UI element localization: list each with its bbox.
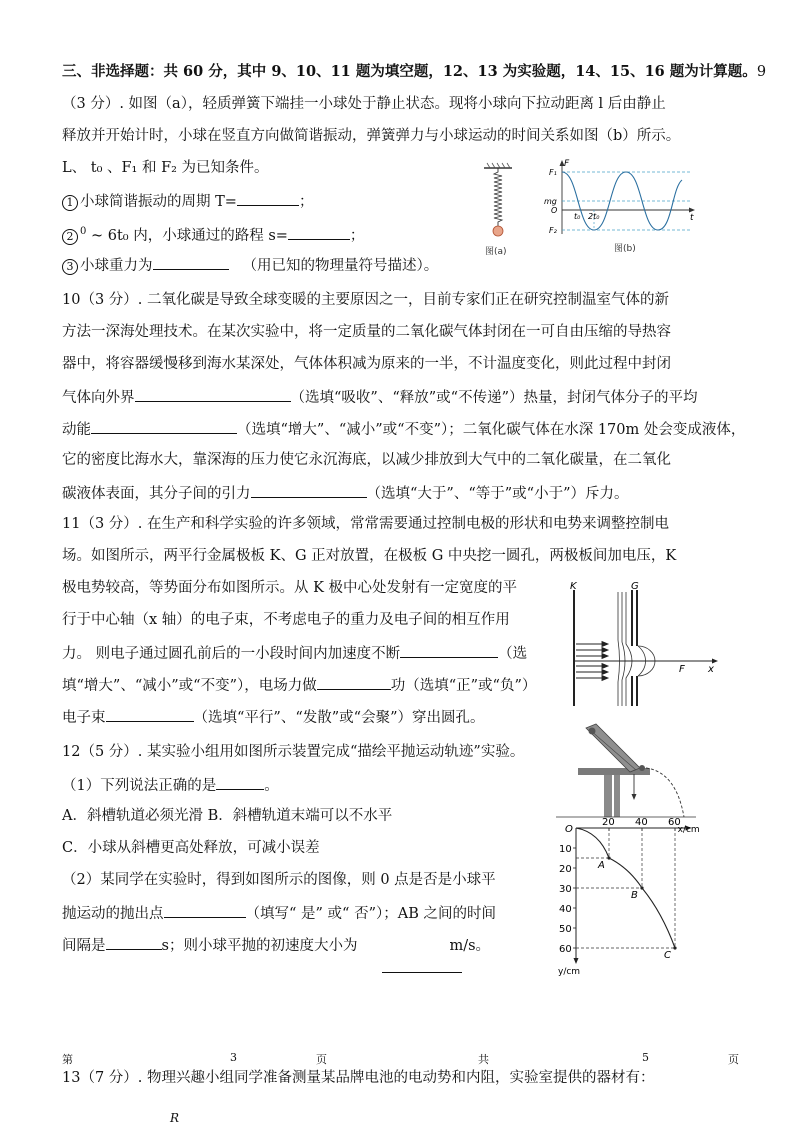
q11-answer-blank-1[interactable]	[400, 642, 498, 658]
q10-line7	[62, 482, 628, 504]
q12-line7-b: s；则小球平抛的初速度大小为	[161, 938, 358, 954]
q11-line6-a: 填“增大”、“减小”或“不变”），电场力做	[62, 678, 317, 694]
q10-line5-b: （选填“增大”、“减小”或“不变”）；二氧化碳气体在水深 170m 处会变成液体，	[237, 422, 746, 438]
q9-sub1-end: ；	[298, 194, 314, 210]
y-tick-label: 60	[559, 944, 572, 955]
q11-line4: 行于中心轴（x 轴）的电子束，不考虑电子的重力及电子间的相互作用	[62, 612, 510, 628]
q12-line1: 12（5 分）. 某实验小组用如图所示装置完成“描绘平抛运动轨迹”实验。	[62, 744, 525, 760]
q12-line6-a: 抛运动的抛出点	[62, 906, 164, 922]
q10-line4-b: （选填“吸收”、“释放”或“不传递”）热量，封闭气体分子的平均	[290, 390, 698, 406]
fig-b-F1: F₁	[549, 168, 557, 177]
q12-answer-blank-1[interactable]	[216, 774, 264, 790]
q12-line5: （2）某同学在实验时，得到如图所示的图像，则 0 点是否是小球平	[62, 872, 496, 888]
q9-sub1-text: 小球简谐振动的周期 T=	[80, 194, 237, 210]
y-axis-arrow	[574, 958, 579, 964]
q9-answer-blank-1[interactable]	[237, 190, 299, 206]
q9-sub2-sup: 0	[80, 226, 87, 237]
footer-di: 第	[62, 1053, 73, 1066]
q11-line5	[62, 642, 527, 664]
q12-answer-blank-4[interactable]	[382, 972, 462, 973]
slope-apparatus-icon	[556, 724, 696, 817]
origin-label: O	[565, 824, 573, 835]
label-G: G	[631, 581, 639, 592]
y-tick-label: 10	[559, 844, 572, 855]
x-tick-label: 40	[635, 817, 648, 828]
q11-line6	[62, 674, 536, 696]
q12-line2-b: 。	[264, 778, 279, 794]
fig-b-F: F	[564, 159, 570, 169]
q13-line1: 13（7 分）. 物理兴趣小组同学准备测量某品牌电池的电动势和内阻，实验室提供的器材有：	[62, 1070, 655, 1086]
q10-line5	[62, 418, 745, 440]
q11-line7-b: （选填“平行”、“发散”或“会聚”）穿出圆孔。	[193, 710, 485, 726]
point-label-A: A	[598, 860, 605, 871]
q10-line4-a: 气体向外界	[62, 390, 135, 406]
q9-sub2-end: ；	[349, 227, 365, 244]
fig-a-caption: 图(a)	[485, 247, 507, 257]
label-F: F	[679, 664, 685, 675]
point-C	[673, 946, 676, 949]
q10-line7-a: 碳液体表面，其分子间的引力	[62, 486, 251, 502]
q9-answer-blank-2[interactable]	[288, 224, 350, 240]
q11-answer-blank-3[interactable]	[106, 706, 194, 722]
figure-electrode-plates	[566, 580, 736, 710]
q10-line3: 器中，将容器缓慢移到海水某深处，气体体积减为原来的一半，不计温度变化，则此过程中封闭	[62, 356, 671, 372]
q11-line2: 场。如图所示，两平行金属极板 K、G 正对放置，在极板 G 中央挖一圆孔，两极板间加电压，K	[62, 548, 677, 564]
q9-number: 9	[756, 64, 767, 80]
q12-line2-a: （1）下列说法正确的是	[62, 778, 217, 794]
q12-line2	[62, 774, 279, 796]
q12-line7-a: 间隔是	[62, 938, 106, 954]
point-A	[607, 856, 610, 859]
section-header	[62, 62, 766, 82]
ball-icon	[493, 226, 503, 236]
circle-number-3: 3	[62, 259, 78, 275]
fig-b-F2: F₂	[549, 226, 557, 235]
q13-partial: R	[170, 1111, 180, 1125]
y-tick-label: 40	[559, 904, 572, 915]
q12-option-C: C．小球从斜槽更高处释放，可减小误差	[62, 840, 320, 856]
q9-sub2-text: ~ 6t₀ 内，小球通过的路程 s=	[86, 227, 288, 244]
q9-line1: （3 分）. 如图（a），轻质弹簧下端挂一小球处于静止状态。现将小球向下拉动距离 l 后由静止	[62, 96, 666, 112]
trajectory-curve	[576, 828, 675, 948]
q10-line7-b: （选填“大于”、“等于”或“小于”）斥力。	[366, 486, 629, 502]
x-tick-label: 20	[602, 817, 615, 828]
x-unit-label: x/cm	[677, 825, 700, 835]
fig-b-t0: t₀	[574, 212, 581, 221]
q11-answer-blank-2[interactable]	[317, 674, 391, 690]
q11-line6-b: 功（选填“正”或“负”）	[390, 678, 537, 694]
q12-line7-c: m/s。	[449, 938, 491, 954]
point-label-B: B	[631, 890, 638, 901]
footer-gong: 共	[478, 1053, 489, 1066]
q10-answer-blank-3[interactable]	[251, 482, 367, 498]
q12-line6	[62, 902, 496, 924]
footer-ye-2: 页	[728, 1053, 739, 1066]
x-tick-label: 60	[668, 817, 681, 828]
point-label-C: C	[664, 950, 671, 961]
q12-answer-blank-2[interactable]	[164, 902, 246, 918]
circle-number-1: 1	[62, 195, 78, 211]
figure-a-spring	[478, 160, 524, 260]
q11-line5-a: 力。 则电子通过圆孔前后的一小段时间内加速度不断	[62, 646, 401, 662]
y-tick-label: 50	[559, 924, 572, 935]
q10-answer-blank-1[interactable]	[135, 386, 291, 402]
q9-answer-blank-3[interactable]	[153, 254, 229, 270]
trajectory-graph	[558, 817, 700, 977]
q9-sub2	[62, 222, 364, 246]
footer-page-number: 3	[230, 1051, 237, 1064]
fig-b-2t0: 2t₀	[588, 212, 600, 221]
q11-line3: 极电势较高，等势面分布如图所示。从 K 极中心处发射有一定宽度的平	[62, 580, 518, 596]
q9-sub3-text: 小球重力为	[80, 258, 153, 274]
q10-line5-a: 动能	[62, 422, 91, 438]
q11-line5-b: （选	[498, 646, 528, 662]
q9-sub3	[62, 254, 438, 276]
fig-b-caption: 图(b)	[614, 244, 636, 254]
q12-answer-blank-3[interactable]	[106, 934, 162, 950]
y-unit-label: y/cm	[558, 967, 581, 977]
q12-option-AB: A．斜槽轨道必须光滑 B．斜槽轨道末端可以不水平	[62, 808, 393, 824]
q12-line7	[62, 934, 490, 956]
q9-sub1	[62, 190, 313, 212]
q10-line2: 方法一深海处理技术。在某次实验中，将一定质量的二氧化碳气体封闭在一可自由压缩的导热容	[62, 324, 671, 340]
q10-answer-blank-2[interactable]	[91, 418, 237, 434]
section-header-text: 三、非选择题：共 60 分，其中 9、10、11 题为填空题，12、13 为实验题，14、15、16 题为计算题。	[62, 63, 757, 80]
label-K: K	[570, 581, 577, 592]
y-tick-label: 30	[559, 884, 572, 895]
figure-b-force-graph	[540, 158, 700, 262]
fig-b-mg: mg	[544, 197, 557, 206]
point-B	[640, 886, 643, 889]
fig-b-O: O	[551, 206, 558, 215]
y-tick-label: 20	[559, 864, 572, 875]
figure-projectile-apparatus	[556, 722, 736, 977]
q11-line1: 11（3 分）. 在生产和科学实验的许多领域，常常需要通过控制电极的形状和电势来调整控制电	[62, 516, 669, 532]
circle-number-2: 2	[62, 229, 78, 245]
q9-line2: 释放并开始计时，小球在竖直方向做简谐振动，弹簧弹力与小球运动的时间关系如图（b）所示。	[62, 128, 681, 144]
q10-line6: 它的密度比海水大，靠深海的压力使它永沉海底，以减少排放到大气中的二氧化碳量，在二氧化	[62, 452, 671, 468]
q10-line1: 10（3 分）. 二氧化碳是导致全球变暖的主要原因之一，目前专家们正在研究控制温室气体的新	[62, 292, 669, 308]
footer-ye-1: 页	[316, 1053, 327, 1066]
label-x: x	[708, 664, 714, 675]
q11-line7-a: 电子束	[62, 710, 106, 726]
q9-sub3-end: （用已知的物理量符号描述）。	[242, 258, 439, 274]
q11-line7	[62, 706, 484, 728]
q12-line6-b: （填写“ 是” 或“ 否”）；AB 之间的时间	[245, 906, 496, 922]
footer-total-pages: 5	[642, 1051, 649, 1064]
fig-b-t: t	[690, 213, 694, 223]
q10-line4	[62, 386, 697, 408]
q9-line3: L、 t₀ 、F₁ 和 F₂ 为已知条件。	[62, 160, 269, 176]
